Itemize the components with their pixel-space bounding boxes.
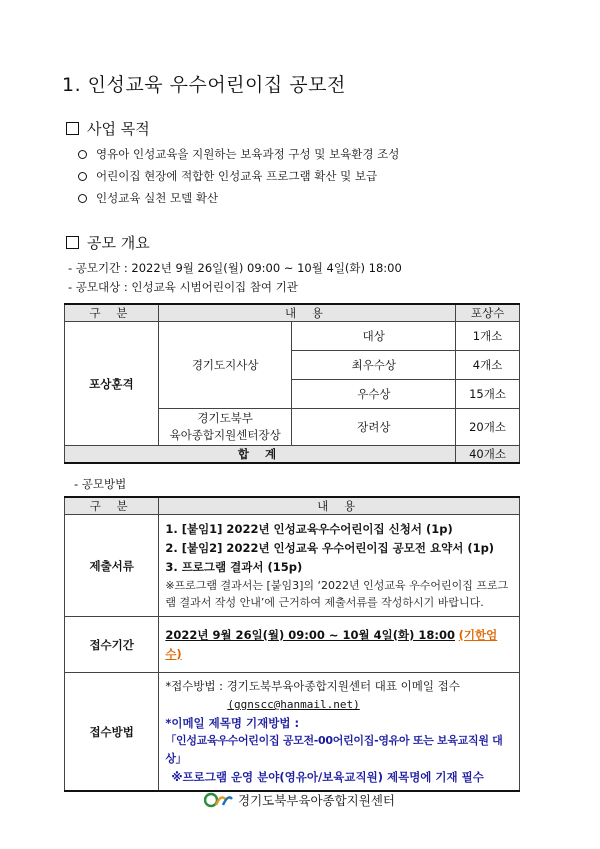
purpose-list — [78, 143, 399, 209]
table-row — [65, 673, 520, 792]
docs-note: ※프로그램 결과서는 [붙임3]의 ‘2022년 인성교육 우수어린이집 프로그램 결과서 작성 안내’에 근거하여 제출서류를 작성하시기 바랍니다. — [165, 579, 509, 609]
period-content-cell — [159, 617, 520, 673]
award-table — [64, 303, 520, 464]
subject-note: ※프로그램 운영 분야(영유아/보육교직원) 제목명에 기재 필수 — [171, 770, 484, 784]
table-row — [65, 322, 520, 351]
period-label-cell: 접수기간 — [65, 617, 159, 673]
table-header-row — [65, 304, 520, 322]
table-total-row — [65, 446, 520, 464]
award-name-cell: 장려상 — [292, 409, 456, 446]
doc-item: 1. [붙임1] 2022년 인성교육우수어린이집 신청서 (1p) — [165, 522, 453, 536]
award-count-cell: 1개소 — [456, 322, 520, 351]
email-link[interactable]: (ggnscc@hanmail.net) — [227, 698, 360, 711]
way-label-cell: 접수방법 — [65, 673, 159, 792]
center-logo-icon — [204, 790, 234, 810]
header-cell: 내 용 — [158, 304, 455, 322]
docs-content-cell — [159, 515, 520, 617]
footer-org — [204, 790, 395, 810]
award-category-cell: 포상훈격 — [65, 322, 159, 446]
section-overview-heading — [66, 232, 150, 253]
method-table — [64, 496, 520, 792]
period-strict-note: (기한엄수) — [165, 627, 498, 661]
circle-bullet-icon — [78, 150, 87, 159]
page-title: 1. 인성교육 우수어린이집 공모전 — [62, 74, 346, 96]
footer-org-name: 경기도북부육아종합지원센터 — [238, 793, 395, 808]
square-bullet-icon — [66, 236, 79, 249]
award-giver-line: 경기도북부 — [197, 411, 253, 425]
award-name-cell: 대상 — [292, 322, 456, 351]
list-item — [78, 165, 399, 187]
award-giver-cell: 경기도지사상 — [158, 322, 292, 409]
table-header-row — [65, 497, 520, 515]
list-item — [78, 143, 399, 165]
header-cell: 구 분 — [65, 304, 159, 322]
way-content-cell — [159, 673, 520, 792]
square-bullet-icon — [66, 122, 79, 135]
list-item — [78, 187, 399, 209]
section-title: 공모 개요 — [87, 234, 150, 252]
list-item-text: 어린이집 현장에 적합한 인성교육 프로그램 확산 및 보급 — [96, 169, 378, 183]
list-item-text: 영유아 인성교육을 지원하는 보육과정 구성 및 보육환경 조성 — [96, 147, 400, 161]
award-giver-line: 육아종합지원센터장상 — [169, 428, 281, 442]
award-giver-cell — [158, 409, 292, 446]
award-count-cell: 20개소 — [456, 409, 520, 446]
contest-period: - 공모기간 : 2022년 9월 26일(월) 09:00 ~ 10월 4일(화) 18:00 — [68, 261, 402, 275]
doc-item: 2. [붙임2] 2022년 인성교육 우수어린이집 공모전 요약서 (1p) — [165, 541, 495, 555]
method-label: - 공모방법 — [74, 477, 127, 491]
total-count-cell: 40개소 — [456, 446, 520, 464]
award-count-cell: 4개소 — [456, 351, 520, 380]
header-cell: 내 용 — [159, 497, 520, 515]
subject-format: 「인성교육우수어린이집 공모전-00어린이집-영유아 또는 보육교직원 대상」 — [165, 734, 503, 765]
doc-item: 3. 프로그램 결과서 (15p) — [165, 560, 303, 574]
section-purpose-heading — [66, 118, 150, 139]
period-text: 2022년 9월 26일(월) 09:00 ~ 10월 4일(화) 18:00 — [165, 627, 456, 642]
list-item-text: 인성교육 실천 모델 확산 — [96, 191, 219, 205]
section-title: 사업 목적 — [87, 120, 150, 138]
table-row — [65, 515, 520, 617]
contest-target: - 공모대상 : 인성교육 시범어린이집 참여 기관 — [68, 280, 298, 294]
award-name-cell: 최우수상 — [292, 351, 456, 380]
award-count-cell: 15개소 — [456, 380, 520, 409]
subject-title: *이메일 제목명 기재방법 : — [165, 716, 300, 730]
way-line: *접수방법 : 경기도북부육아종합지원센터 대표 이메일 접수 — [165, 679, 460, 693]
circle-bullet-icon — [78, 194, 87, 203]
total-label-cell: 합 계 — [65, 446, 456, 464]
circle-bullet-icon — [78, 172, 87, 181]
table-row — [65, 617, 520, 673]
award-name-cell: 우수상 — [292, 380, 456, 409]
overview-lines — [68, 259, 402, 297]
header-cell: 포상수 — [456, 304, 520, 322]
header-cell: 구 분 — [65, 497, 159, 515]
docs-label-cell: 제출서류 — [65, 515, 159, 617]
